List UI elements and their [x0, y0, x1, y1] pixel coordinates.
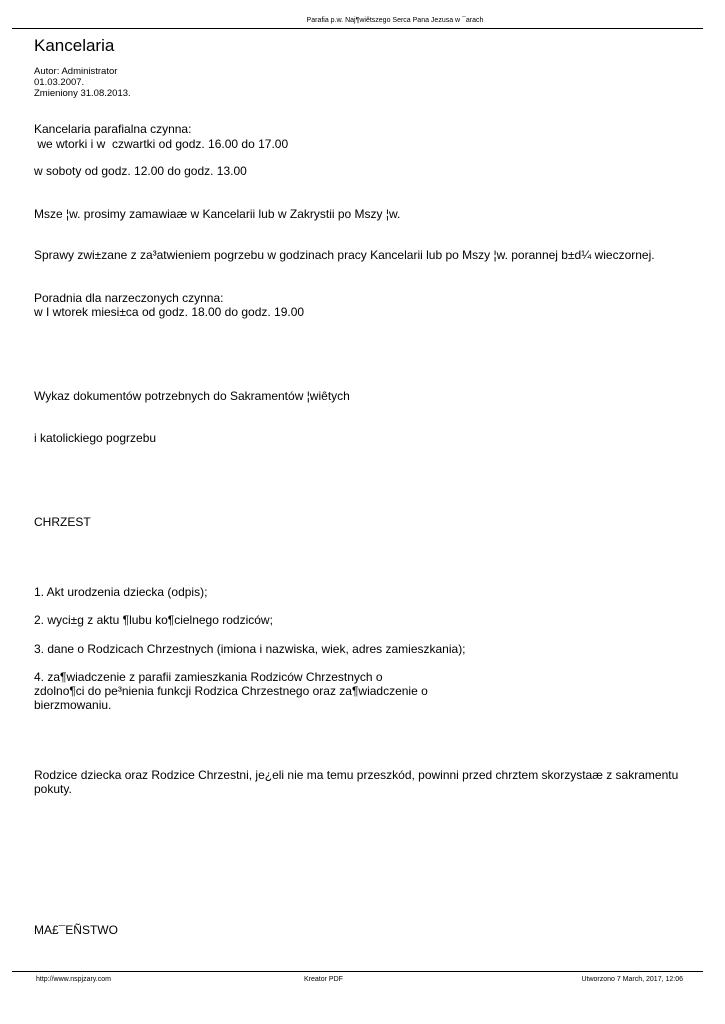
footer-url-link[interactable]: http://www.nspjzary.com: [36, 976, 111, 983]
list-item: 4. za¶wiadczenie z parafii zamieszkania Rodziców Chrzestnych o: [34, 670, 383, 684]
funeral-matters-text: Sprawy zwi±zane z za³atwieniem pogrzebu w godzinach pracy Kancelarii lub po Mszy ¦w. porannej b±d¼ wieczornej.: [34, 248, 655, 262]
footer-divider: [12, 971, 703, 972]
confession-note-line2: pokuty.: [34, 782, 72, 796]
list-item-continued: zdolno¶ci do pe³nienia funkcji Rodzica Chrzestnego oraz za¶wiadczenie o: [34, 684, 428, 698]
office-hours-heading: Kancelaria parafialna czynna:: [34, 122, 192, 136]
confession-note-line1: Rodzice dziecka oraz Rodzice Chrzestni, je¿eli nie ma temu przeszkód, powinni przed chrztem skorzystaæ z sakramentu: [34, 768, 679, 782]
list-item-continued: bierzmowaniu.: [34, 698, 112, 712]
list-item: 3. dane o Rodzicach Chrzestnych (imiona i nazwiska, wiek, adres zamieszkania);: [34, 642, 466, 656]
office-hours-weekdays: we wtorki i w czwartki od godz. 16.00 do 17.00: [34, 137, 289, 151]
office-hours-saturday: w soboty od godz. 12.00 do godz. 13.00: [34, 164, 247, 178]
author-line: Autor: Administrator: [34, 66, 118, 77]
section-marriage: MA£¯EÑSTWO: [34, 923, 118, 937]
page-title: Kancelaria: [34, 36, 115, 55]
modified-date: Zmieniony 31.08.2013.: [34, 88, 131, 99]
footer-generator: Kreator PDF: [304, 976, 343, 983]
created-date: 01.03.2007.: [34, 77, 85, 88]
documents-list-subheading: i katolickiego pogrzebu: [34, 431, 157, 445]
premarital-counseling-heading: Poradnia dla narzeczonych czynna:: [34, 291, 224, 305]
section-baptism: CHRZEST: [34, 515, 91, 529]
site-title: Parafia p.w. Naj¶wiêtszego Serca Pana Jezusa w ¯arach: [306, 17, 484, 24]
list-item: 2. wyci±g z aktu ¶lubu ko¶cielnego rodziców;: [34, 613, 273, 627]
documents-list-heading: Wykaz dokumentów potrzebnych do Sakramentów ¦wiêtych: [34, 389, 350, 403]
premarital-counseling-hours: w I wtorek miesi±ca od godz. 18.00 do godz. 19.00: [34, 305, 305, 319]
list-item: 1. Akt urodzenia dziecka (odpis);: [34, 585, 208, 599]
header-divider: [12, 28, 703, 29]
mass-intentions-text: Msze ¦w. prosimy zamawiaæ w Kancelarii lub w Zakrystii po Mszy ¦w.: [34, 207, 401, 221]
footer-created-date: Utworzono 7 March, 2017, 12:06: [581, 976, 683, 983]
